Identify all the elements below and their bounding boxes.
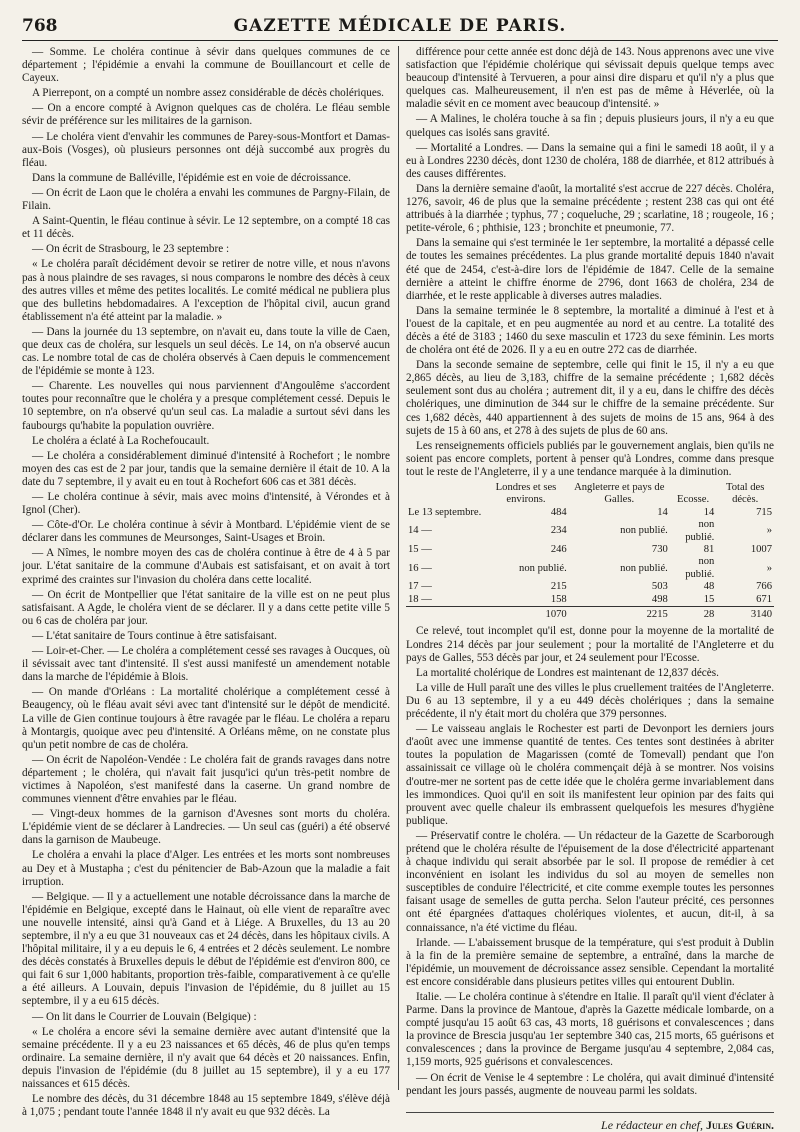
right-column-top (406, 46, 774, 479)
table-cell: 234 (550, 525, 567, 537)
table-cell: 503 (651, 581, 668, 593)
article-columns (22, 46, 778, 1132)
table-cell: 246 (550, 544, 567, 556)
paragraph: — On lit dans le Courrier de Louvain (Belgique) : (32, 1010, 257, 1023)
paragraph: A Saint-Quentin, le fléau continue à sévir. Le 12 septembre, on a compté 18 cas et 11 décès. (22, 215, 390, 241)
paragraph: Ce relevé, tout incomplet qu'il est, donne pour la moyenne de la mortalité de Londres 214 décès par jour seulement ; pour la mortalité de l'Angleterre et du pays de Galles, 553 décès par jour, et 24 seulement pour l'Ecosse. (406, 625, 774, 664)
paragraph: — Côte-d'Or. Le choléra continue à sévir à Montbard. L'épidémie vient de se déclarer dans les communes de Meursonges, Saint-Usages et Broin. (22, 519, 390, 545)
paragraph: Le choléra a envahi la place d'Alger. Les entrées et les morts sont nombreuses au Dey et à Mustapha ; c'est du pénitencier de Bab-Azoun que la maladie a fait irruption. (22, 849, 390, 888)
paragraph: — A Malines, le choléra touche à sa fin ; depuis plusieurs jours, il n'y a eu que quelques cas isolés sans gravité. (406, 113, 774, 139)
table-cell: 14 — (408, 525, 432, 537)
left-column (22, 46, 390, 1119)
table-cell: 671 (756, 593, 772, 605)
paragraph: — On a encore compté à Avignon quelques cas de choléra. Le fléau semble sévir de préférence sur les militaires de la garnison. (22, 102, 390, 128)
right-column (406, 46, 774, 1132)
paragraph: — On mande d'Orléans : La mortalité cholérique a complétement cessé à Beaugency, où le fléau avait sévi avec tant d'intensité sur le dépôt de mendicité. La ville de Gien continue toujours à être ravagée par le fléau. Le choléra a reparu à Montargis, quoique avec peu d'intensité. A Orléans même, on ne constate plus qu'un petit nombre de cas de choléra. (22, 686, 390, 751)
table-cell: 15 (703, 593, 715, 605)
paragraph: — Dans la journée du 13 septembre, on n'avait eu, dans toute la ville de Caen, que deux cas de choléra, sur lesquels un seul décès. Le 14, on n'a observé aucun cas. Le nombre total de cas de choléra observés à Caen depuis le commencement de l'épidémie se monte à 123. (22, 325, 390, 378)
paragraph: A Pierrepont, on a compté un nombre assez considérable de décès cholériques. (32, 87, 384, 100)
table-row (406, 519, 774, 544)
paragraph: — A Nîmes, le nombre moyen des cas de choléra continue à être de 4 à 5 par jour. L'état sanitaire de la commune d'Aubais est satisfaisant, et on avait à tort exprimé des craintes sur l'invasion du choléra dans cette localité. (22, 547, 390, 586)
table-header-cell: Angleterre et pays de Galles. (574, 482, 665, 506)
table-cell: non publié. (620, 562, 668, 574)
table-cell: 15 — (408, 544, 432, 556)
paragraph: — Somme. Le choléra continue à sévir dans quelques communes de ce département ; l'épidémie a envahi la commune de Bouillancourt et celle de Cayeux. (22, 46, 390, 85)
paragraph: Dans la semaine qui s'est terminée le 1er septembre, la mortalité a dépassé celle de toutes les semaines précédentes. La plus grande mortalité depuis 1840 n'avait été que de 2454, c'est-à-dire lors de l'épidémie de 1847. Celle de la semaine dernière a atteint le chiffre énorme de 2796, dont 1663 de choléra, 234 de diarrhée, et le reste applicable à diverses autres maladies. (406, 237, 774, 302)
paragraph: différence pour cette année est donc déjà de 143. Nous apprenons avec une vive satisfaction que l'épidémie cholérique qui sévissait depuis quelque temps avec beaucoup d'intensité à Tervueren, a pour ainsi dire disparu et qu'il n'y a plus que quelques cas. Malheureusement, il n'en est pas de même à Héverlée, où la maladie sévit en ce moment avec beaucoup d'intensité. » (406, 46, 774, 111)
paragraph: Dans la semaine terminée le 8 septembre, la mortalité a diminué à l'est et à l'ouest de la capitale, et en peu augmentée au nord et au centre. La totalité des décès a été de 3183 ; 1460 du sexe masculin et 1723 du sexe féminin. Les morts de choléra ont été de 2026. Il y a eu en outre 272 cas de diarrhée. (406, 304, 774, 357)
table-cell: » (766, 525, 772, 537)
paragraph: « Le choléra paraît décidément devoir se retirer de notre ville, et nous n'avons pas à nous plaindre de ses ravages, si nous comparons le nombre des décès à ceux des autres villes et même des petites localités. Le comité médical ne publiera plus que des bulletins hebdomadaires. A l'exception de l'hôpital civil, aucun grand établissement n'a été atteint par la maladie. » (22, 258, 390, 323)
table-cell: 16 — (408, 562, 432, 574)
table-cell: non publié. (620, 525, 668, 537)
table-row (406, 544, 774, 556)
signature-name: Jules Guérin. (705, 1117, 774, 1132)
paragraph: Irlande. — L'abaissement brusque de la température, qui s'est produit à Dublin à la fin de la première semaine de septembre, a entraîné, dans la marche de l'épidémie, un mouvement de décroissance assez sensible. Cependant la mortalité est encore considérable dans plusieurs petites villes qui entourent Dublin. (406, 936, 774, 988)
paragraph: — Le choléra continue à sévir, mais avec moins d'intensité, à Vérondes et à Ignol (Cher). (22, 491, 390, 517)
table-total-cell: 28 (670, 607, 717, 622)
paragraph: — Vingt-deux hommes de la garnison d'Avesnes sont morts du choléra. L'épidémie vient de se déclarer à Landrecies. — Un seul cas (guéri) a été observé dans la garnison de Maubeuge. (22, 808, 390, 847)
paragraph: — Préservatif contre le choléra. — Un rédacteur de la Gazette de Scarborough prétend que le choléra résulte de l'épuisement de la dose d'électricité appartenant à chaque individu qui serait absorbée par le sol. Il propose de remédier à cet inconvénient en isolant les individus du sol au moyen de semelles non susceptibles de conduire l'électricité, et cite comme exemple toutes les personnes faisant usage de semelles de gutta percha. Selon l'auteur précité, ces personnes ont été épargnées d'attaques cholériques violentes, et aucun, dit-il, à sa connaissance, n'a été victime du fléau. (406, 829, 774, 934)
signature (406, 1112, 774, 1132)
table-total-cell (406, 607, 483, 622)
table-cell: » (766, 562, 772, 574)
paragraph: — Loir-et-Cher. — Le choléra a complétement cessé ses ravages à Oucques, où il sévissait avec tant d'intensité. Il s'est aussi manifesté un amendement notable dans la marche de l'épidémie à Blois. (22, 645, 390, 684)
table-header-cell: Ecosse. (677, 494, 710, 506)
column-divider (398, 46, 399, 1090)
table-cell: 158 (550, 593, 567, 605)
table-cell: 484 (550, 506, 567, 518)
table-header-cell (406, 482, 483, 507)
table-cell: Le 13 septembre. (408, 506, 482, 518)
table-header-row (406, 482, 774, 507)
table-row (406, 507, 774, 519)
table-cell: 14 (657, 506, 668, 518)
paragraph: — On écrit de Laon que le choléra a envahi les communes de Pargny-Filain, de Filain. (22, 186, 390, 213)
table-cell: 1007 (750, 544, 772, 556)
paragraph: Les renseignements officiels publiés par le gouvernement anglais, bien qu'ils ne soient pas encore complets, portent à penser qu'à Londres, comme dans presque tout le reste de l'Angleterre, il y a une tendance marquée à la diminution. (406, 439, 774, 478)
table-row (406, 556, 774, 581)
paragraph: Le nombre des décès, du 31 décembre 1848 au 15 septembre 1849, s'élève déjà à 1,075 ; pendant toute l'année 1848 il n'y avait eu que 932 décès. La (22, 1093, 390, 1119)
paragraph: — L'état sanitaire de Tours continue à être satisfaisant. (32, 629, 277, 642)
table-cell: 715 (756, 506, 772, 518)
signature-role: Le rédacteur en chef, (601, 1117, 703, 1132)
paragraph: — Le choléra a considérablement diminué d'intensité à Rochefort ; le nombre moyen des cas est de 2 par jour, tandis que la semaine dernière il était de 10. A la date du 7 septembre, il y avait eu en tout à Rochefort 606 cas et 381 décès. (22, 449, 390, 488)
table-header-cell: Total des décès. (725, 482, 765, 506)
table-cell: 766 (756, 581, 772, 593)
paragraph: Italie. — Le choléra continue à s'étendre en Italie. Il paraît qu'il vient d'éclater à Parme. Dans la province de Mantoue, d'après la Gazette médicale lombarde, on a compté jusqu'au 15 août 63 cas, 43 morts, 18 guérisons et convalescences ; dans la province de Brescia jusqu'au 1er septembre 340 cas, 215 morts, 65 guérisons et convalescences ; dans la province de Bergame jusqu'au 4 septembre, 2,084 cas, 1,159 morts, 925 guérisons et convalescences. (406, 991, 774, 1069)
table-total-cell: 3140 (716, 607, 774, 622)
paragraph: Dans la commune de Balléville, l'épidémie est en voie de décroissance. (32, 171, 351, 184)
table-cell: 14 (703, 506, 715, 518)
paragraph: Dans la seconde semaine de septembre, celle qui finit le 15, il n'y a eu que 2,865 décès, au lieu de 3,183, chiffre de la semaine précédente ; 1,682 décès seulement sont dus au choléra ; autrement dit, il y a eu, dans le chiffre des décès cholériques, une diminution de 344 sur le chiffre de la semaine précédente. Sur ces 1,682 décès, 440 appartiennent à des sujets de moins de 15 ans, 964 à des sujets de 15 à 60 ans, et 278 à des sujets de plus de 60 ans. (406, 359, 774, 437)
paragraph: — Mortalité a Londres. — Dans la semaine qui a fini le samedi 18 août, il y a eu à Londres 2230 décès, dont 1230 de choléra, 188 de diarrhée, et 812 attribués à des causes différentes. (406, 141, 774, 180)
table-cell: 18 — (408, 593, 432, 605)
london-mortality-table (406, 482, 774, 621)
table-cell: 48 (703, 581, 715, 593)
table-cell: 17 — (408, 581, 432, 593)
paragraph: La mortalité cholérique de Londres est maintenant de 12,837 décès. (416, 666, 719, 679)
paragraph: — On écrit de Montpellier que l'état sanitaire de la ville est on ne peut plus satisfaisant. A Agde, le choléra vient de se déclarer. Il y a dans cette petite ville 5 ou 6 cas de choléra par jour. (22, 588, 390, 627)
table-total-row (406, 607, 774, 622)
paragraph: — On écrit de Napoléon-Vendée : Le choléra fait de grands ravages dans notre département ; le choléra, qui n'avait fait jusqu'ici qu'un très-petit nombre de victimes à Napoléon, s'est manifesté dans la caserne. Un grand nombre de communes viennent d'être envahies par le fléau. (22, 753, 390, 806)
table-row (406, 581, 774, 593)
page-number: 768 (22, 16, 58, 36)
table-header-cell: Londres et ses environs. (495, 482, 557, 506)
paragraph: — On écrit de Strasbourg, le 23 septembre : (32, 243, 230, 256)
page-header (22, 14, 778, 41)
table-cell: non publié. (519, 562, 567, 574)
right-column-bottom (406, 625, 774, 1097)
journal-title: GAZETTE MÉDICALE DE PARIS. (233, 16, 567, 36)
table-body (406, 507, 774, 622)
table-cell: 730 (651, 544, 668, 556)
table-cell: 215 (550, 581, 567, 593)
table-cell: 498 (651, 593, 668, 605)
table-cell: non publié. (685, 519, 715, 543)
paragraph: « Le choléra a encore sévi la semaine dernière avec autant d'intensité que la semaine précédente. Il y a eu 23 naissances et 65 décès, 46 de plus qu'en temps ordinaire. La semaine dernière, il n'y avait que 64 décès et 20 naissances. Enfin, depuis l'invasion de l'épidémie (du 8 juillet au 15 septembre), il y a eu 177 naissances et 615 décès. (22, 1025, 390, 1091)
table-total-cell: 2215 (569, 607, 670, 622)
paragraph: — Charente. Les nouvelles qui nous parviennent d'Angoulême s'accordent toutes pour reconnaître que le choléra y a presque complétement cessé. Depuis le 10 septembre, on n'a observé qu'un seul cas. La maladie a surtout sévi dans les faubourgs qu'habite la population ouvrière. (22, 380, 390, 432)
paragraph: — Belgique. — Il y a actuellement une notable décroissance dans la marche de l'épidémie en Belgique, excepté dans le Hainaut, où elle vient de reparaître avec une nouvelle intensité, ainsi qu'à Gand et à Liége. A Bruxelles, du 13 au 20 septembre, il n'y a eu que 31 nouveaux cas et 24 décès, dans les hôpitaux civils. A l'hôpital militaire, il y a eu depuis le 6, 4 entrées et 2 décès seulement. Le nombre des décès constatés à Bruxelles depuis le début de l'épidémie est d'environ 800, ce qui fait 6 sur 1,000 habitants, proportion très-faible, comparativement à ce qu'elle a été ailleurs. A Louvain, depuis l'invasion de l'épidémie, du 8 juillet au 15 septembre, il y a eu 615 décès. (22, 890, 390, 1008)
paragraph: La ville de Hull paraît une des villes le plus cruellement traitées de l'Angleterre. Du 6 au 13 septembre, il y a eu 449 décès cholériques ; dans la semaine précédente, il n'y était mort du choléra que 379 personnes. (406, 681, 774, 721)
paragraph: — On écrit de Venise le 4 septembre : Le choléra, qui avait diminué d'intensité pendant les jours passés, augmente de nouveau parmi les soldats. (406, 1071, 774, 1097)
paragraph: — Le vaisseau anglais le Rochester est parti de Devonport les derniers jours d'août avec une immense quantité de tentes. Ces tentes sont destinées à abriter toutes la population de Magarissen (comté de Tomevall) pendant que l'on assainissait ce village où le choléra commençait déjà à se montrer. Nos voisins d'outre-mer ne sortent pas de cette idée que le choléra germe invariablement dans les immondices. Quoi qu'il en soit ils manifestent leur opinion par des faits qui prouvent avec quelle chaleur ils embrassent quelquefois les mesures d'hygiène publique. (406, 723, 774, 827)
paragraph: — Le choléra vient d'envahir les communes de Parey-sous-Montfort et Damas-aux-Bois (Vosges), où plusieurs personnes ont déjà succombé aux progrès du fléau. (22, 130, 390, 169)
paragraph: Le choléra a éclaté à La Rochefoucault. (32, 434, 210, 447)
table-total-cell: 1070 (483, 607, 568, 622)
table-cell: 81 (703, 544, 715, 556)
paragraph: Dans la dernière semaine d'août, la mortalité s'est accrue de 227 décès. Choléra, 1276, savoir, 46 de plus que la semaine précédente ; restent 238 cas qui ont été attribués à la diarrhée ; typhus, 77 ; coqueluche, 29 ; scarlatine, 18 ; rougeole, 16 ; petite-vérole, 6 ; phthisie, 123 ; bronchite et pneumonie, 77. (406, 182, 774, 235)
table-cell: non publié. (685, 556, 715, 580)
table-row (406, 594, 774, 607)
